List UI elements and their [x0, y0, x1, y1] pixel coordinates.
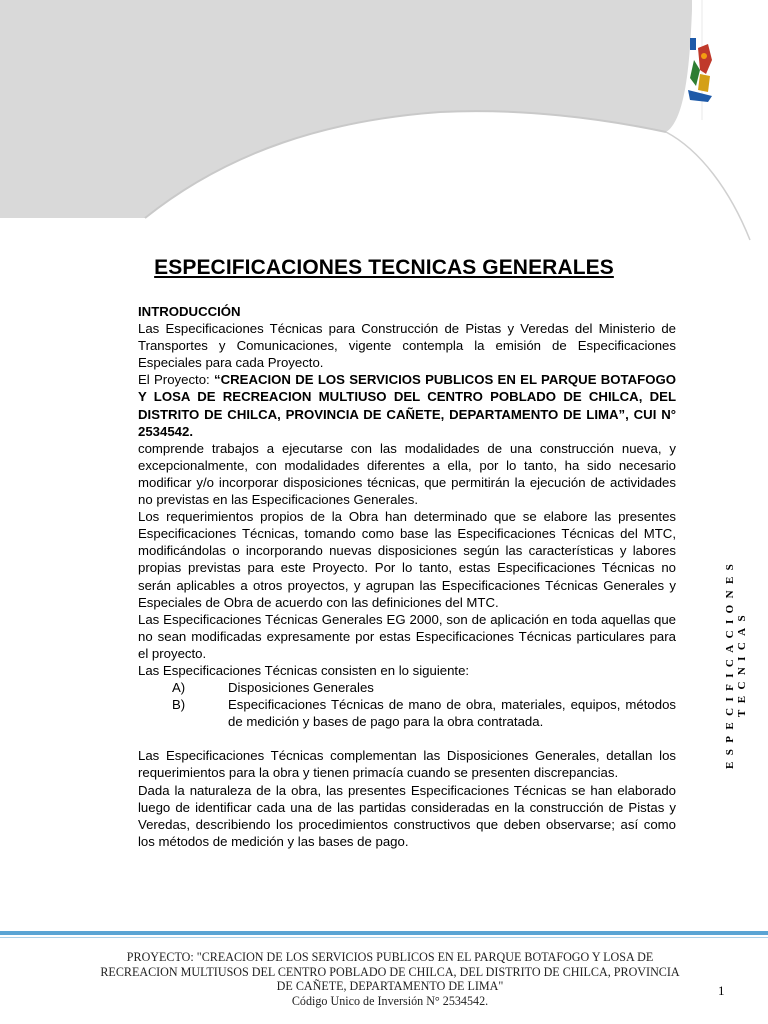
list-item — [138, 679, 676, 696]
list-text: Especificaciones Técnicas de mano de obra, materiales, equipos, métodos de medición y bases de pago para la obra contratada. — [228, 697, 676, 730]
spacer — [138, 730, 676, 747]
paragraph-6: Las Especificaciones Técnicas consisten en lo siguiente: — [138, 662, 470, 678]
list-item — [138, 696, 676, 730]
page-number: 1 — [718, 983, 725, 998]
document-title: ESPECIFICACIONES TECNICAS GENERALES — [154, 256, 614, 279]
paragraph-8: Dada la naturaleza de la obra, las presentes Especificaciones Técnicas se han elaborado luego de identificar cada una de las partidas consideradas en la construcción de Pistas y Veredas, describiendo los procedimientos constructivos que deben observarse; así como los métodos de medición y las bases de pago. — [138, 782, 676, 849]
header-decoration — [0, 0, 768, 250]
footer-code: Código Unico de Inversión N° 2534542. — [291, 993, 489, 1008]
paragraph-2 — [138, 371, 676, 439]
project-name: “CREACION DE LOS SERVICIOS PUBLICOS EN EL PARQUE BOTAFOGO Y LOSA DE RECREACION MULTIUSO DEL CENTRO POBLADO DE CHILCA, DEL DISTRITO DE CHILCA, PROVINCIA DE CAÑETE, DEPARTAMENTO DE LIMA”, CUI N° 2534542. — [138, 372, 676, 439]
intro-heading: INTRODUCCIÓN — [138, 304, 241, 319]
project-prefix: El Proyecto: — [138, 372, 215, 388]
footer-project: PROYECTO: "CREACION DE LOS SERVICIOS PUBLICOS EN EL PARQUE BOTAFOGO Y LOSA DE RECREACION MULTIUSOS DEL CENTRO POBLADO DE CHILCA, DEL DISTRITO DE CHILCA, PROVINCIA DE CAÑETE, DEPARTAMENTO DE LIMA" — [100, 950, 680, 993]
crest-logo — [686, 30, 716, 110]
list-marker: B) — [172, 697, 186, 713]
paragraph-5: Las Especificaciones Técnicas Generales EG 2000, son de aplicación en toda aquellas que no sean modificadas expresamente por estas Especificaciones Técnicas particulares para el proyecto. — [138, 611, 676, 661]
paragraph-4: Los requerimientos propios de la Obra han determinado que se elabore las presentes Especificaciones Técnicas, tomando como base las Especificaciones Técnicas del MTC, modificándolas o incorporando nuevas disposiciones según las características y labores propias previstas para este Proyecto. Por lo tanto, estas Especificaciones Técnicas no serán aplicables a otros proyectos, y agrupan las Especificaciones Técnicas Generales y Especiales de Obra de acuerdo con las definiciones del MTC. — [138, 509, 676, 610]
side-label: ESPECIFICACIONES TECNICAS — [724, 557, 748, 769]
footer-divider — [0, 931, 768, 935]
document-body — [138, 303, 676, 850]
paragraph-7: Las Especificaciones Técnicas complementan las Disposiciones Generales, detallan los requerimientos para la obra y tienen primacía cuando se presenten discrepancias. — [138, 748, 676, 781]
paragraph-3: comprende trabajos a ejecutarse con las modalidades de una construcción nueva, y excepcionalmente, con modalidades diferentes a ella, por lo tanto, ha sido necesario modificar y/o incorporar disposiciones técnicas, que permitirán la ejecución de actividades no previstas en las Especificaciones Generales. — [138, 440, 676, 508]
list-marker: A) — [172, 680, 186, 696]
footer-divider-thin — [0, 937, 768, 938]
page-footer — [100, 950, 680, 1008]
list-text: Disposiciones Generales — [228, 680, 374, 696]
paragraph-1: Las Especificaciones Técnicas para Construcción de Pistas y Veredas del Ministerio de Transportes y Comunicaciones, vigente contempla la emisión de Especificaciones Especiales para cada Proyecto. — [138, 321, 676, 371]
